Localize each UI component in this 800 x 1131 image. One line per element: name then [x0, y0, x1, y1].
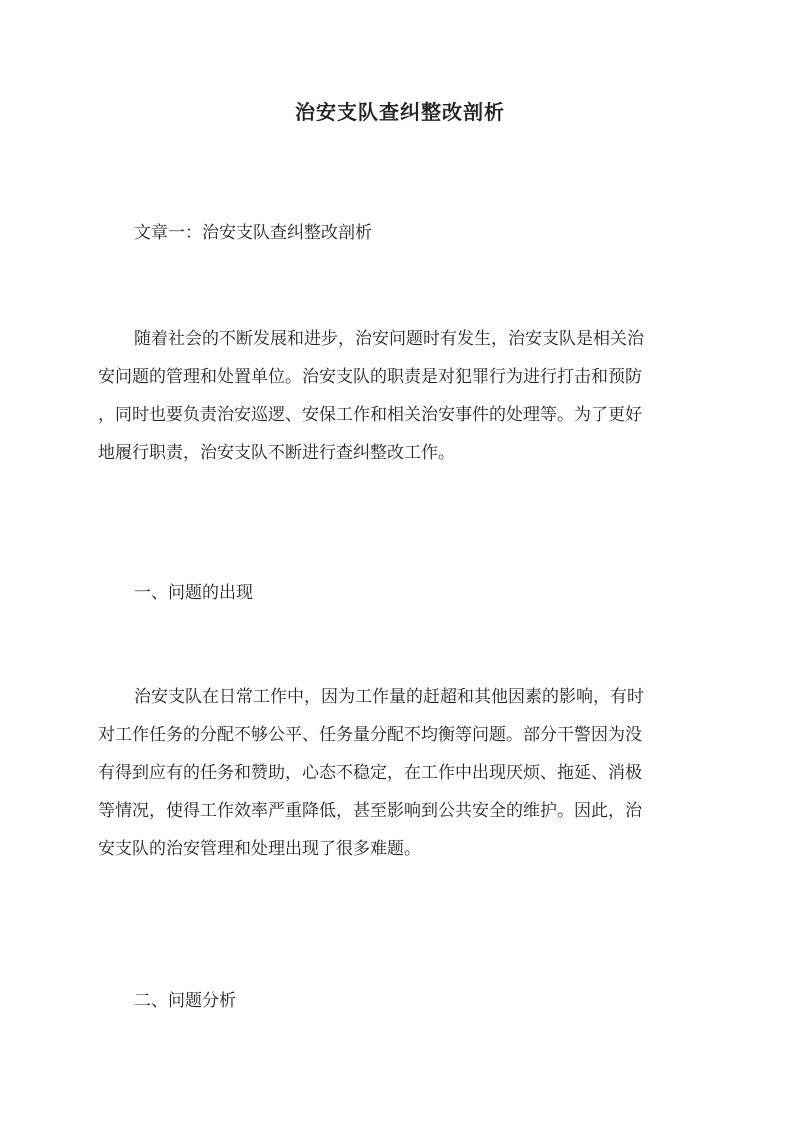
- article-subtitle: 文章一：治安支队查纠整改剖析: [134, 223, 372, 243]
- paragraph-line: 安支队的治安管理和处理出现了很多难题。: [98, 839, 421, 859]
- paragraph-line: 地履行职责，治安支队不断进行查纠整改工作。: [98, 443, 455, 463]
- paragraph-line: 有得到应有的任务和赞助，心态不稳定，在工作中出现厌烦、拖延、消极: [98, 763, 642, 783]
- intro-paragraph: [98, 320, 708, 472]
- paragraph-line: 治安支队在日常工作中，因为工作量的赶超和其他因素的影响，有时: [134, 687, 644, 707]
- paragraph-line: 对工作任务的分配不够公平、任务量分配不均衡等问题。部分干警因为没: [98, 725, 642, 745]
- paragraph-line: ，同时也要负责治安巡逻、安保工作和相关治安事件的处理等。为了更好: [98, 405, 642, 425]
- document-title: 治安支队查纠整改剖析: [295, 100, 505, 124]
- section-heading-problem-emergence: 一、问题的出现: [134, 583, 253, 603]
- paragraph-line: 安问题的管理和处置单位。治安支队的职责是对犯罪行为进行打击和预防: [98, 367, 642, 387]
- section1-paragraph: [98, 678, 708, 868]
- paragraph-line: 随着社会的不断发展和进步，治安问题时有发生，治安支队是相关治: [134, 329, 644, 349]
- section-heading-problem-analysis: 二、问题分析: [134, 991, 236, 1011]
- paragraph-line: 等情况，使得工作效率严重降低，甚至影响到公共安全的维护。因此，治: [98, 801, 642, 821]
